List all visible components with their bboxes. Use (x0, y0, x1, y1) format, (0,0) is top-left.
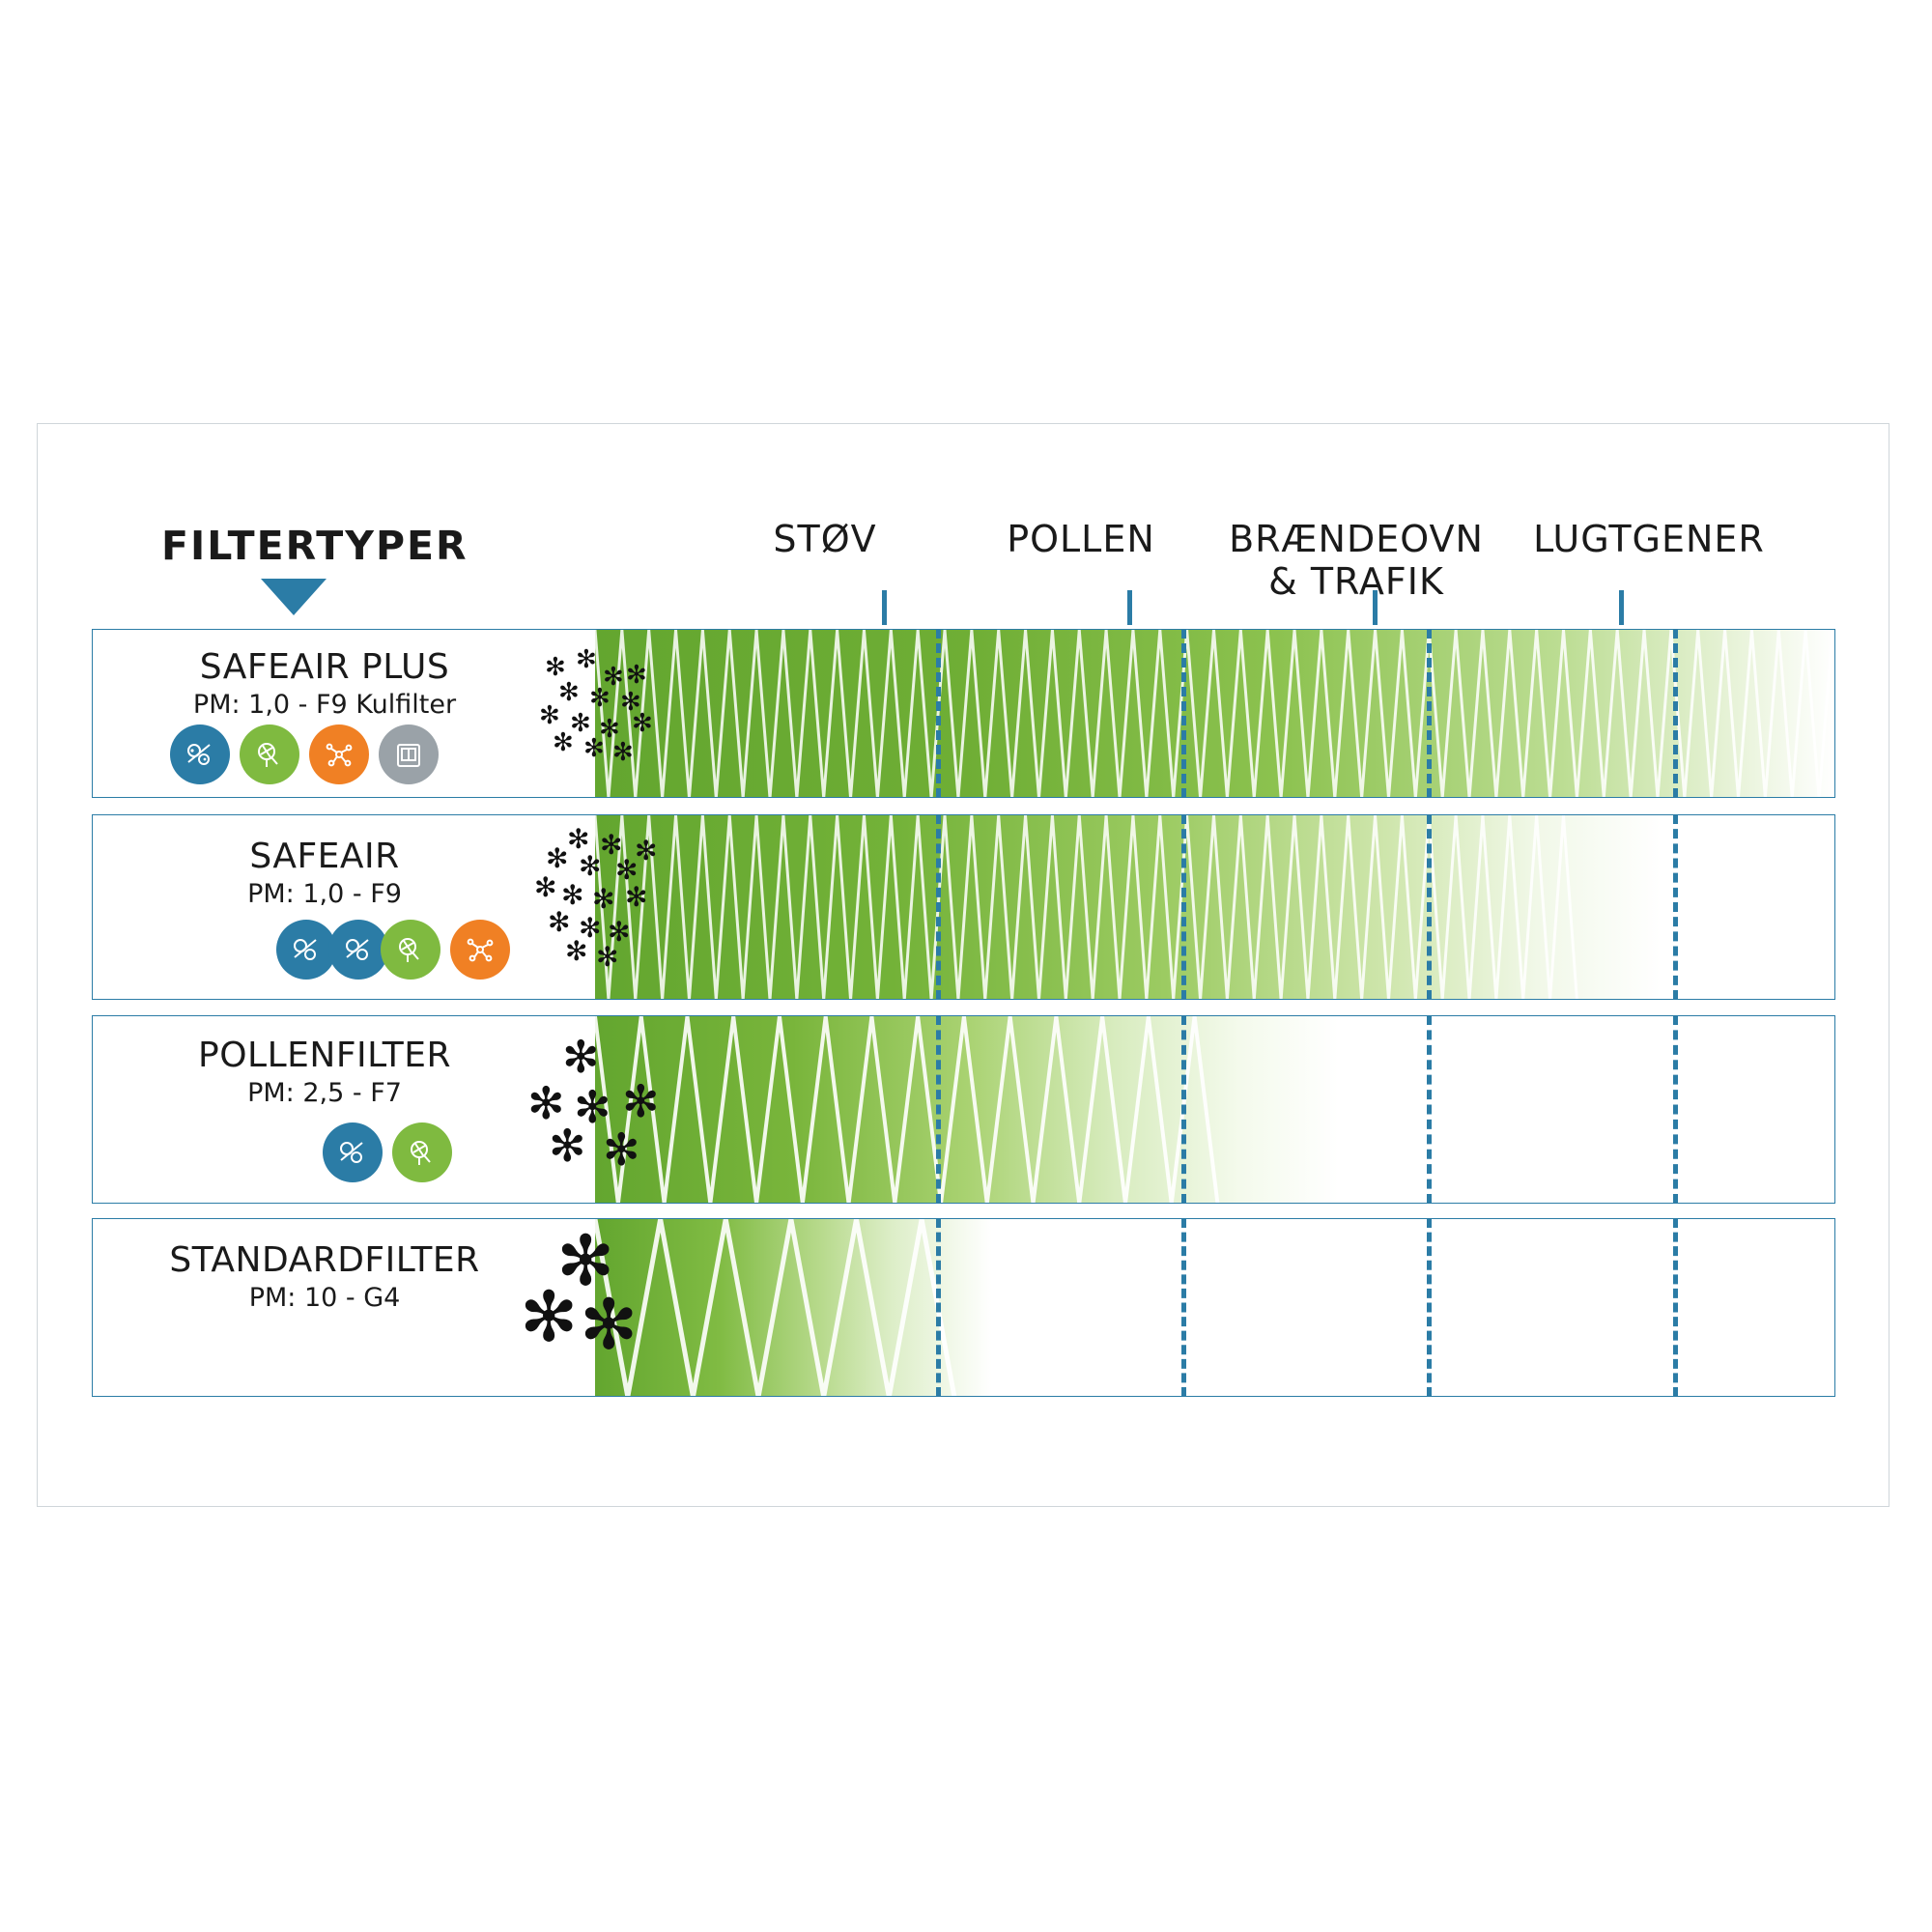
dust-icon (328, 920, 388, 980)
divider-pollen-row3 (1181, 1015, 1186, 1204)
pollen-icon (392, 1122, 452, 1182)
stove-icon (379, 724, 439, 784)
row-safeair[interactable] (92, 814, 1835, 1000)
divider-braendeovn-row2 (1427, 814, 1432, 1000)
divider-stov-row3 (936, 1015, 941, 1204)
divider-lugtgener-row3 (1673, 1015, 1678, 1204)
dust-icon (276, 920, 336, 980)
column-header-pollen: POLLEN (1007, 518, 1155, 560)
divider-stov-row1 (936, 629, 941, 798)
divider-pollen-row1 (1181, 629, 1186, 798)
coverage-graph-safeair (595, 815, 1834, 999)
pollen-icon (381, 920, 440, 980)
column-header-braendeovn: BRÆNDEOVN & TRAFIK (1229, 518, 1484, 603)
label-pollenfilter (93, 1016, 660, 1203)
label-safeair (93, 815, 658, 999)
row-safeair-plus[interactable] (92, 629, 1835, 798)
divider-pollen-row4 (1181, 1218, 1186, 1397)
page-title: FILTERTYPER (161, 523, 469, 569)
coverage-graph-standardfilter (595, 1219, 1834, 1396)
tick-stov (882, 590, 887, 625)
divider-braendeovn-row4 (1427, 1218, 1432, 1397)
row-subtitle: PM: 1,0 - F9 Kulfilter (192, 690, 457, 720)
column-header-stov: STØV (773, 518, 877, 560)
coverage-graph-pollenfilter (595, 1016, 1834, 1203)
dust-icon (170, 724, 230, 784)
row-subtitle: PM: 10 - G4 (248, 1283, 401, 1313)
row-pollenfilter[interactable] (92, 1015, 1835, 1204)
traffic-icon (450, 920, 510, 980)
tick-braendeovn (1373, 590, 1378, 625)
filter-comparison-infographic (37, 423, 1889, 1507)
row-title: STANDARDFILTER (169, 1240, 480, 1280)
badge-group (323, 1122, 452, 1182)
column-header-lugtgener: LUGTGENER (1533, 518, 1765, 560)
tick-pollen (1127, 590, 1132, 625)
divider-stov-row4 (936, 1218, 941, 1397)
particle-cluster-fine: ✻ ✻ ✻ ✻ ✻ ✻ ✻ ✻ ✻ ✻ ✻ ✻ ✻ ✻ ✻ (534, 824, 658, 972)
tick-lugtgener (1619, 590, 1624, 625)
divider-lugtgener-row2 (1673, 814, 1678, 1000)
pollen-icon (240, 724, 299, 784)
badge-group (170, 724, 439, 784)
row-subtitle: PM: 2,5 - F7 (247, 1078, 402, 1108)
divider-pollen-row2 (1181, 814, 1186, 1000)
row-title: SAFEAIR (249, 837, 400, 876)
divider-lugtgener-row1 (1673, 629, 1678, 798)
triangle-down-icon (261, 579, 327, 615)
label-safeair-plus (93, 630, 653, 797)
divider-stov-row2 (936, 814, 941, 1000)
row-title: SAFEAIR PLUS (199, 647, 450, 687)
row-title: POLLENFILTER (197, 1036, 451, 1075)
dust-icon (323, 1122, 383, 1182)
row-standardfilter[interactable] (92, 1218, 1835, 1397)
coverage-graph-safeair-plus (595, 630, 1834, 797)
badge-group (276, 920, 510, 980)
particle-cluster-medium: ✻ ✻ ✻ ✻ ✻ ✻ (527, 1032, 660, 1175)
divider-braendeovn-row3 (1427, 1015, 1432, 1204)
particle-cluster-coarse: ✻ ✻ ✻ (520, 1223, 639, 1364)
particle-cluster-fine: ✻ ✻ ✻ ✻ ✻ ✻ ✻ ✻ ✻ ✻ ✻ ✻ ✻ ✻ (539, 644, 653, 766)
row-subtitle: PM: 1,0 - F9 (247, 879, 402, 909)
divider-lugtgener-row4 (1673, 1218, 1678, 1397)
label-standardfilter (93, 1219, 639, 1396)
divider-braendeovn-row1 (1427, 629, 1432, 798)
traffic-icon (309, 724, 369, 784)
chart-header (38, 424, 1889, 627)
